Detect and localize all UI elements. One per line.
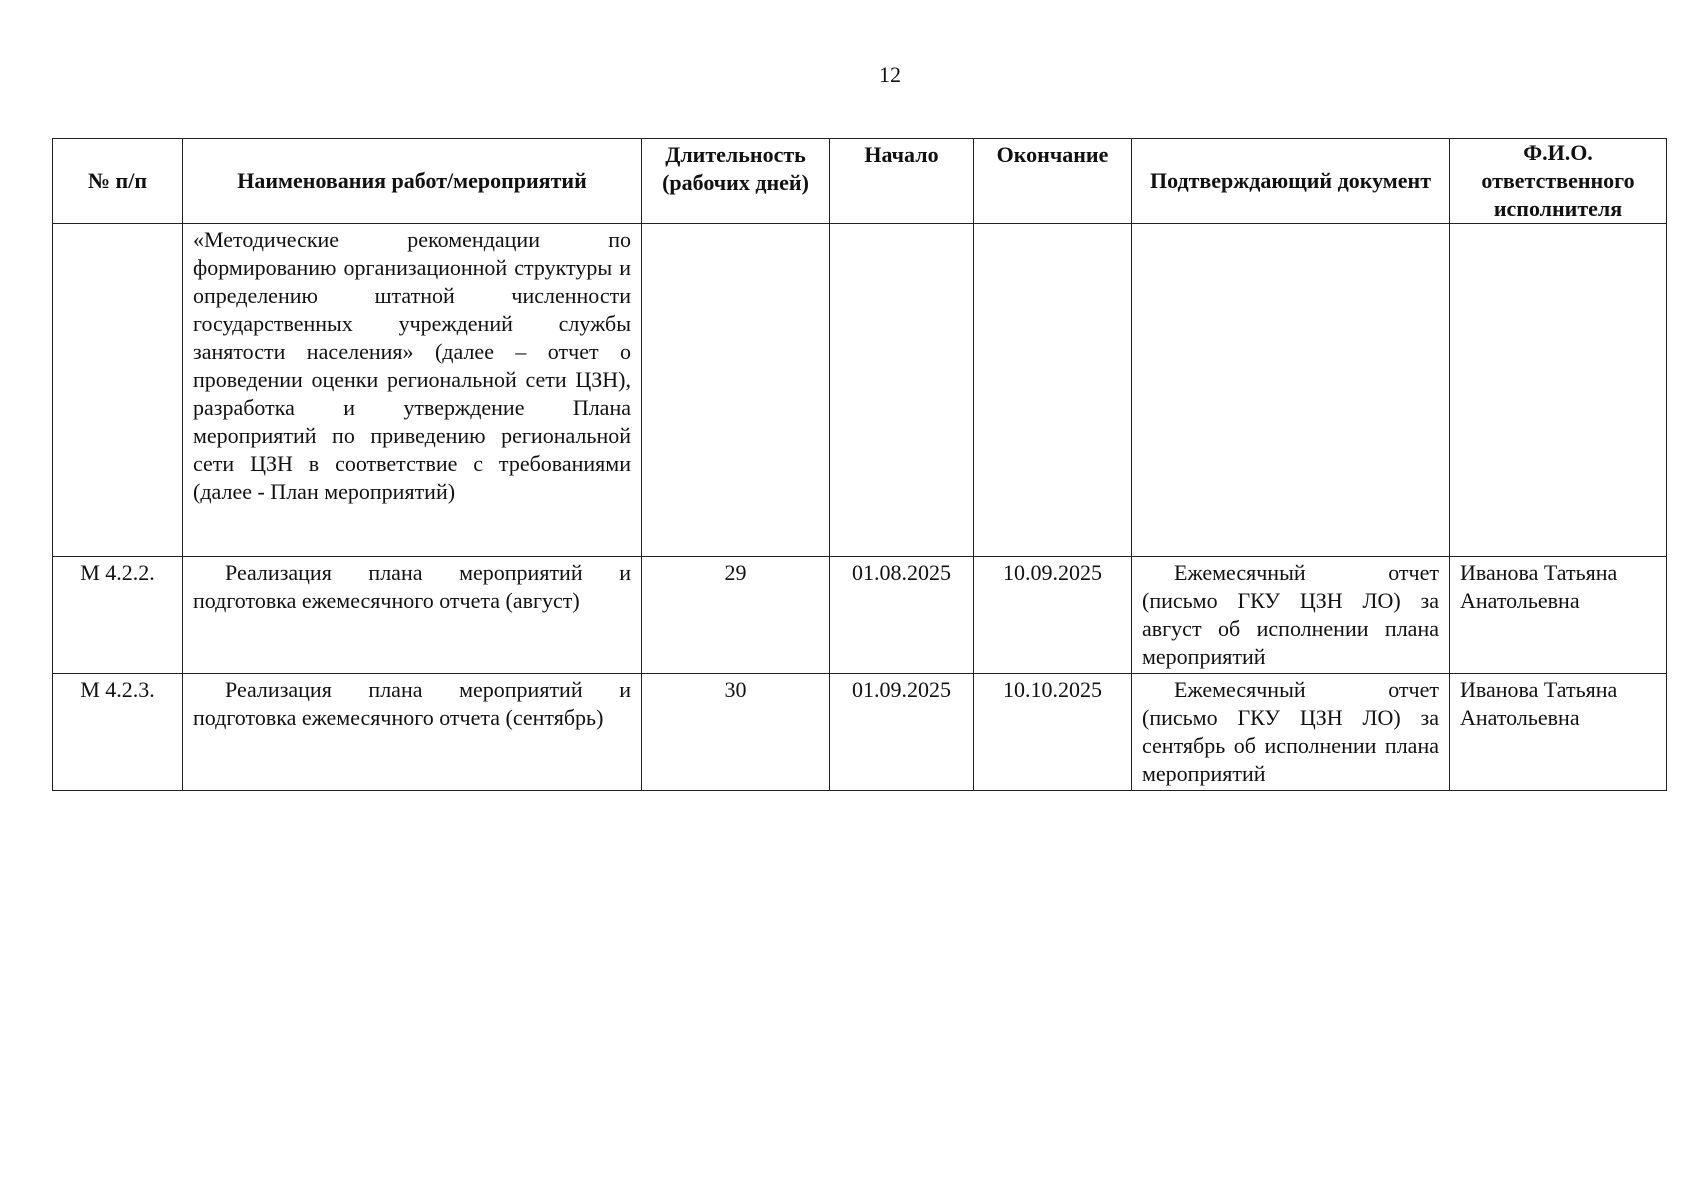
header-document: Подтверждающий документ [1132, 139, 1450, 224]
cell-name: Реализация плана мероприятий и подготовка ежемесячного отчета (август) [183, 557, 642, 674]
cell-start: 01.09.2025 [830, 674, 974, 791]
cell-end: 10.09.2025 [974, 557, 1132, 674]
work-plan-table [52, 138, 1667, 791]
cell-end [974, 224, 1132, 557]
cell-num: М 4.2.2. [53, 557, 183, 674]
cell-num [53, 224, 183, 557]
header-name: Наименования работ/мероприятий [183, 139, 642, 224]
cell-document: Ежемесячный отчет (письмо ГКУ ЦЗН ЛО) за сентябрь об исполнении плана мероприятий [1132, 674, 1450, 791]
cell-duration: 29 [642, 557, 830, 674]
cell-name: «Методические рекомендации по формированию организационной структуры и определению штатной численности государственных учреждений службы занятости населения» (далее – отчет о проведении оценки региональной сети ЦЗН), разработка и утверждение Плана мероприятий по приведению региональной сети ЦЗН в соответствие с требованиями (далее - План мероприятий) [183, 224, 642, 557]
header-num: № п/п [53, 139, 183, 224]
cell-name: Реализация плана мероприятий и подготовка ежемесячного отчета (сентябрь) [183, 674, 642, 791]
cell-start [830, 224, 974, 557]
cell-start: 01.08.2025 [830, 557, 974, 674]
cell-responsible: Иванова Татьяна Анатольевна [1450, 674, 1667, 791]
header-responsible: Ф.И.О. ответственного исполнителя [1450, 139, 1667, 224]
cell-responsible: Иванова Татьяна Анатольевна [1450, 557, 1667, 674]
table-header-row [53, 139, 1667, 224]
header-start: Начало [830, 139, 974, 224]
page-number: 12 [879, 62, 901, 87]
table-row [53, 674, 1667, 791]
header-end: Окончание [974, 139, 1132, 224]
cell-document: Ежемесячный отчет (письмо ГКУ ЦЗН ЛО) за август об исполнении плана мероприятий [1132, 557, 1450, 674]
header-duration: Длительность (рабочих дней) [642, 139, 830, 224]
cell-duration: 30 [642, 674, 830, 791]
cell-responsible [1450, 224, 1667, 557]
cell-end: 10.10.2025 [974, 674, 1132, 791]
cell-duration [642, 224, 830, 557]
table-row [53, 557, 1667, 674]
table-row [53, 224, 1667, 557]
cell-document [1132, 224, 1450, 557]
cell-num: М 4.2.3. [53, 674, 183, 791]
